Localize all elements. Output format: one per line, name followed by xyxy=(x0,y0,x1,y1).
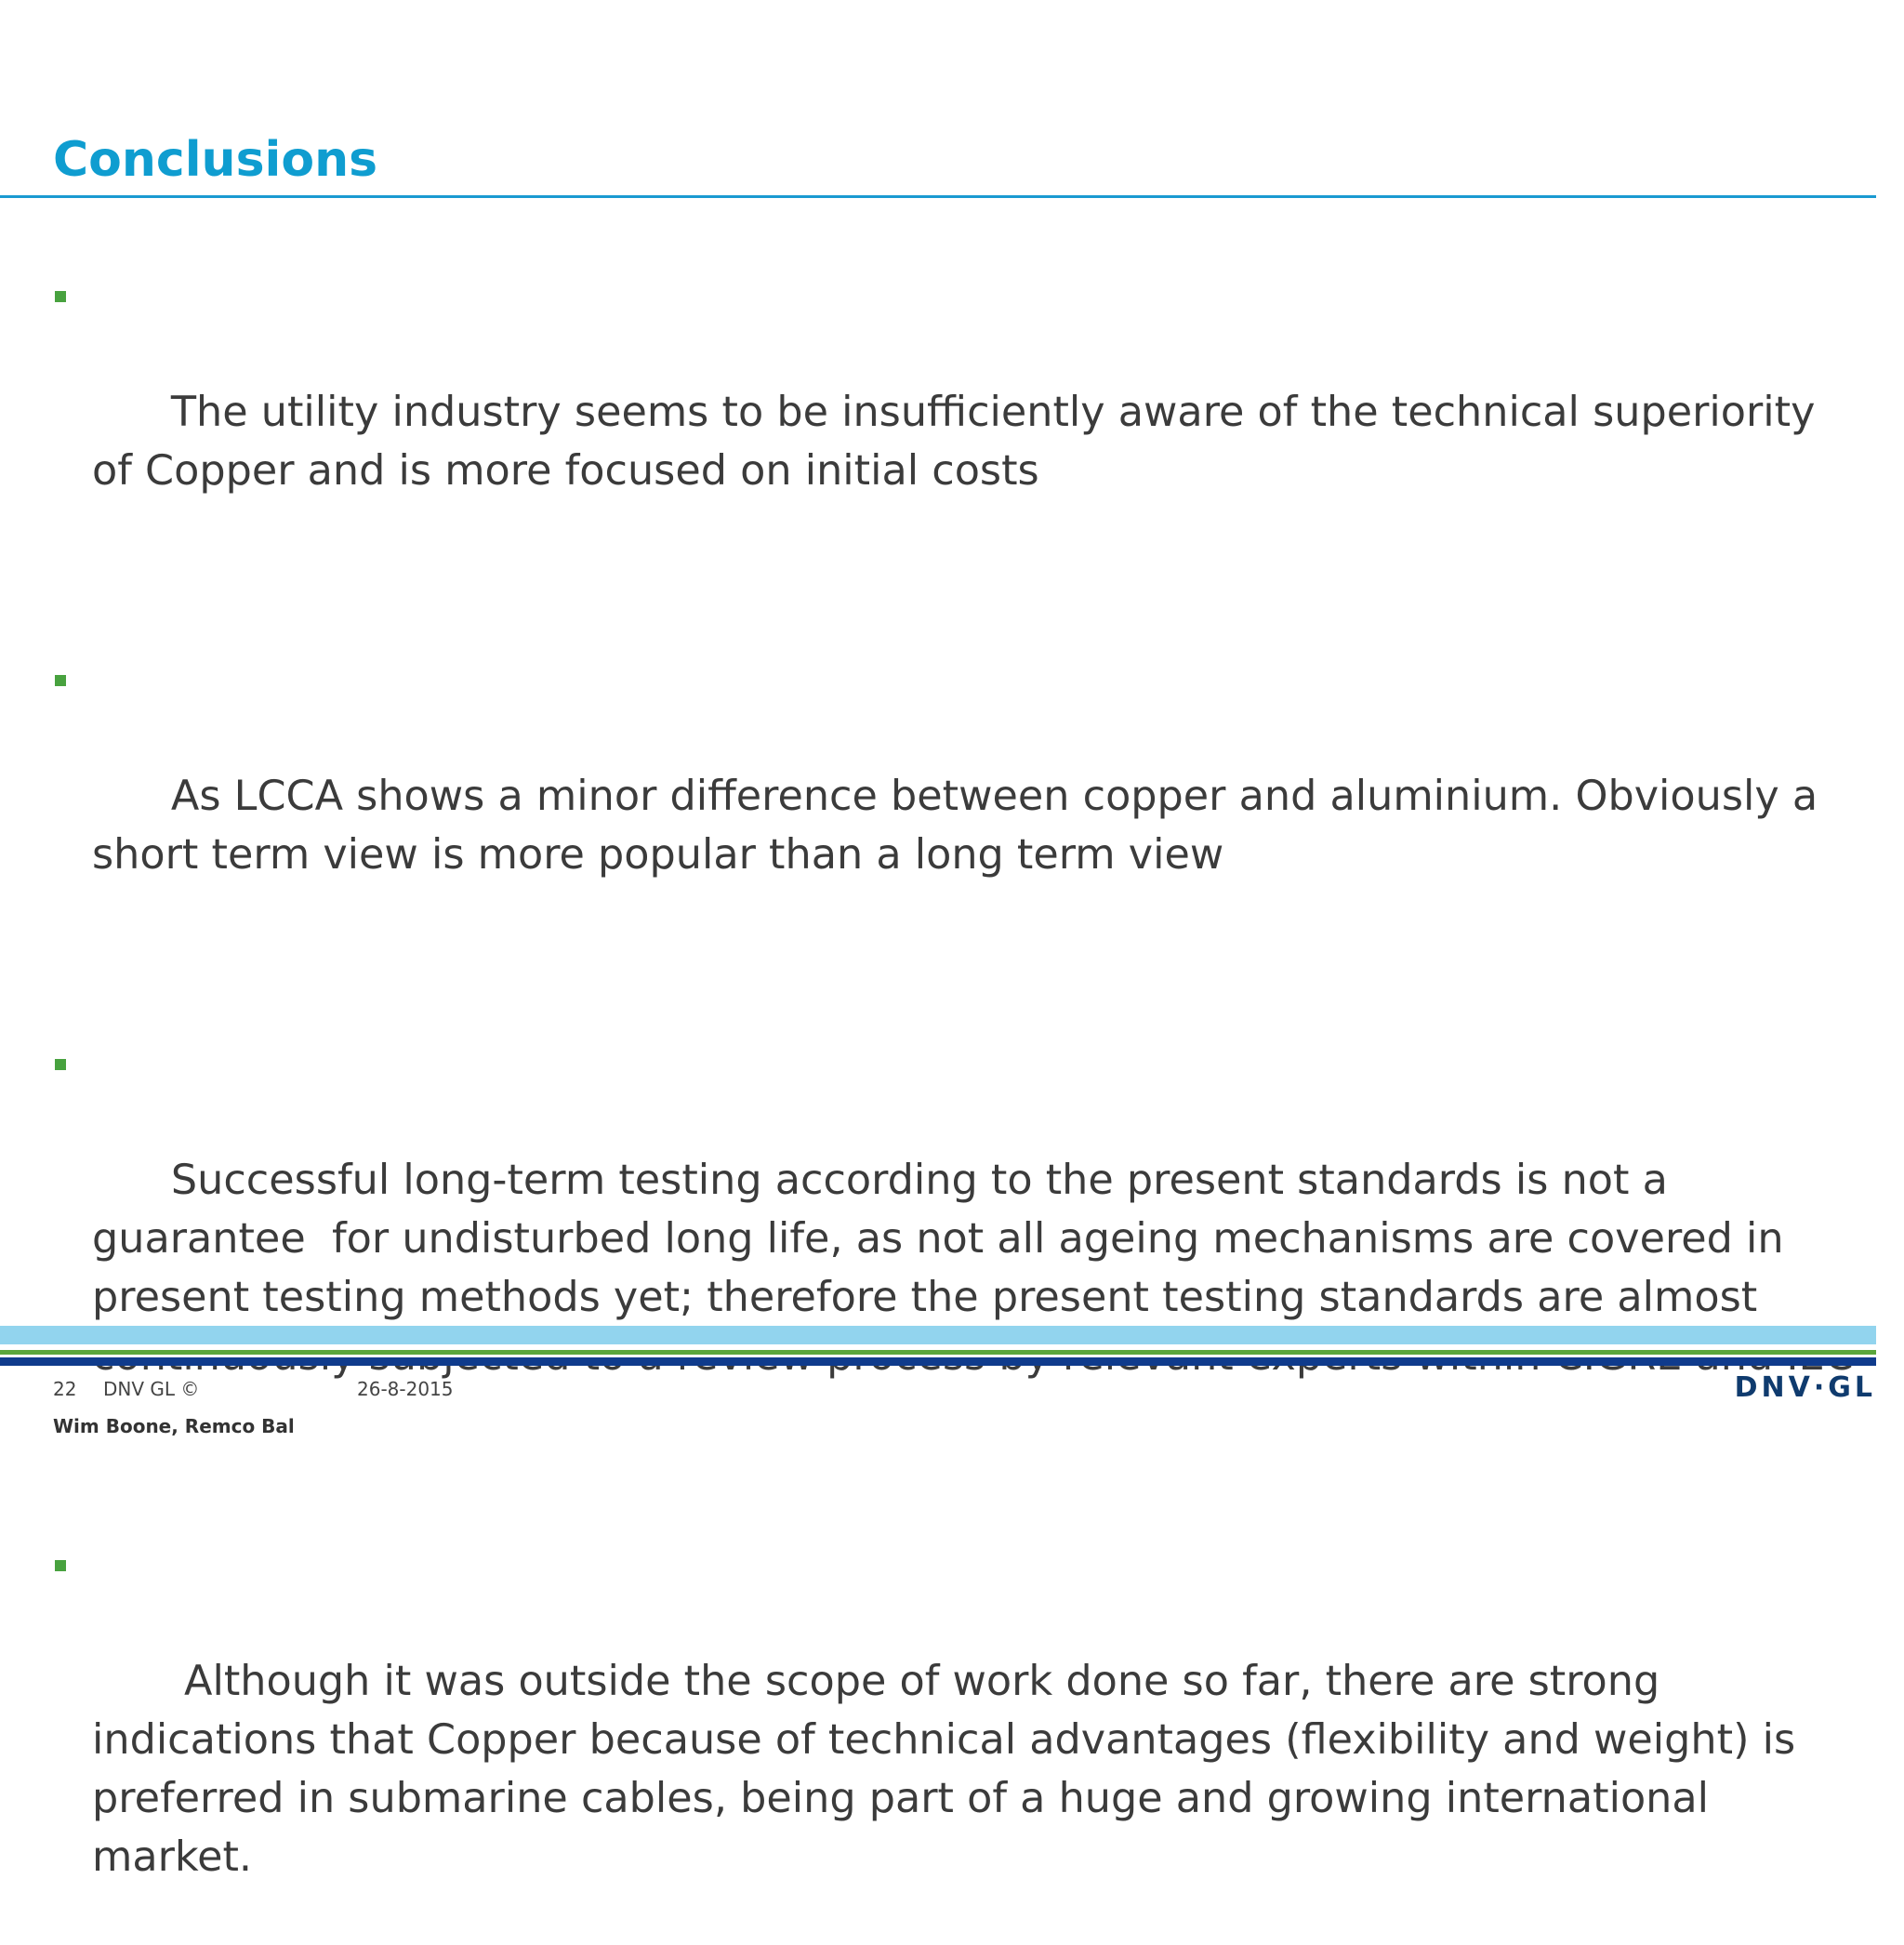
footer-band-light-blue xyxy=(0,1326,1876,1344)
slide-title: Conclusions xyxy=(53,132,378,188)
copyright-text: DNV GL © xyxy=(103,1378,200,1400)
bullet-text: As LCCA shows a minor difference between copper and aluminium. Obviously a short term view is more popular than a long term view xyxy=(92,773,1831,879)
bullet-list xyxy=(53,266,1866,1945)
title-divider xyxy=(0,195,1876,198)
footer-authors: Wim Boone, Remco Bal xyxy=(53,1415,295,1437)
bullet-item xyxy=(53,1034,1866,1444)
bullet-item xyxy=(53,1535,1866,1945)
footer-band-navy xyxy=(0,1357,1876,1366)
bullet-text: Although it was outside the scope of work done so far, there are strong indications that Copper because of technical advantages (flexibility and weight) is preferred in submarine cables, being part of a huge and growing international market. xyxy=(92,1658,1809,1881)
bullet-text: The utility industry seems to be insufficiently aware of the technical superiority of Copper and is more focused on initial costs xyxy=(92,389,1829,495)
page-number: 22 xyxy=(53,1378,77,1400)
bullet-item xyxy=(53,266,1866,559)
footer-date: 26-8-2015 xyxy=(357,1378,454,1400)
square-bullet-icon xyxy=(55,1560,66,1571)
dnv-gl-logo: DNV·GL xyxy=(1734,1371,1876,1404)
square-bullet-icon xyxy=(55,1059,66,1070)
bullet-text: Successful long-term testing according to the present standards is not a guarantee for undisturbed long life, as not all ageing mechanisms are covered in present testing methods yet; therefore the present testing standards are almost xyxy=(92,1157,1784,1321)
square-bullet-icon xyxy=(55,675,66,686)
square-bullet-icon xyxy=(55,291,66,302)
bullet-item xyxy=(53,650,1866,943)
